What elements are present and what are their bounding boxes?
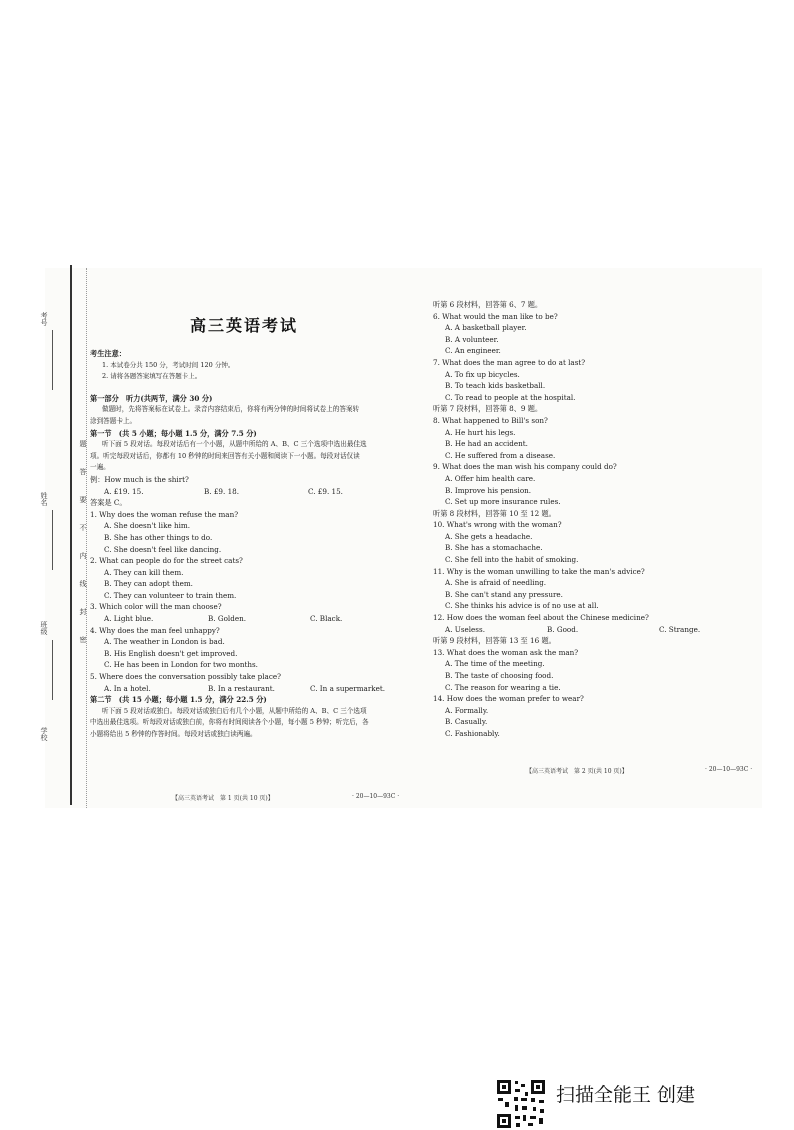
side-label-name: 姓名 xyxy=(40,492,48,506)
option-a: A. The time of the meeting. xyxy=(445,659,545,669)
question: 2. What can people do for the street cats? xyxy=(90,556,243,566)
option-b: B. His English doesn't get improved. xyxy=(104,648,238,658)
option-c: C. They can volunteer to train them. xyxy=(104,590,237,600)
option-a: A. In a hotel. xyxy=(104,683,151,693)
instruction-line: 涂到答题卡上。 xyxy=(90,416,137,425)
option-a: A. She gets a headache. xyxy=(445,531,533,541)
left-column xyxy=(90,348,410,741)
seal-char: 要 xyxy=(79,496,87,503)
seal-char: 不 xyxy=(79,524,87,531)
option-b: B. Good. xyxy=(547,624,579,634)
qr-code-icon xyxy=(495,1078,547,1130)
seal-dotted-line xyxy=(86,268,88,808)
option-a: A. The weather in London is bad. xyxy=(104,637,225,647)
section-heading: 第一节 (共 5 小题；每小题 1.5 分，满分 7.5 分) xyxy=(90,428,257,438)
notice-line: 2. 请将各题答案填写在答题卡上。 xyxy=(102,372,202,381)
notice-line: 1. 本试卷分共 150 分，考试时间 120 分钟。 xyxy=(102,360,235,369)
option-b: B. In a restaurant. xyxy=(208,683,275,693)
seal-char: 封 xyxy=(79,608,87,615)
seal-char: 答 xyxy=(79,468,87,475)
footer-code: · 20—10—93C · xyxy=(352,793,400,800)
option-a: A. She doesn't like him. xyxy=(104,521,191,531)
example-answer: 答案是 C。 xyxy=(90,498,127,508)
question: 4. Why does the man feel unhappy? xyxy=(90,625,220,635)
question: 5. Where does the conversation possibly take place? xyxy=(90,672,281,682)
option-b: B. £9. 18. xyxy=(204,486,239,496)
side-rule-3 xyxy=(52,640,53,700)
option-b: B. Casually. xyxy=(445,717,488,727)
question: 9. What does the man wish his company could do? xyxy=(433,462,617,472)
example-options xyxy=(90,486,410,498)
option-b: B. She has other things to do. xyxy=(104,532,213,542)
seal-char: 题 xyxy=(79,440,87,447)
material-heading: 听第 7 段材料，回答第 8、9 题。 xyxy=(433,404,543,414)
option-c: C. She fell into the habit of smoking. xyxy=(445,555,579,565)
material-heading: 听第 6 段材料，回答第 6、7 题。 xyxy=(433,300,543,309)
binding-line xyxy=(70,265,72,805)
seal-char: 线 xyxy=(79,580,87,587)
option-a: A. Formally. xyxy=(445,705,489,715)
side-rule-1 xyxy=(52,330,53,390)
exam-title: 高三英语考试 xyxy=(190,316,299,335)
option-c: C. To read to people at the hospital. xyxy=(445,392,576,402)
options-row xyxy=(90,683,410,695)
option-a: A. He hurt his legs. xyxy=(445,427,516,437)
option-c: C. An engineer. xyxy=(445,346,501,356)
option-a: A. She is afraid of needling. xyxy=(445,578,547,588)
option-b: B. The taste of choosing food. xyxy=(445,671,554,680)
option-b: B. A volunteer. xyxy=(445,334,499,344)
option-a: A. Useless. xyxy=(445,624,485,634)
instruction-line: 听下面 5 段对话。每段对话后有一个小题，从题中所给的 A、B、C 三个选项中选出最佳选 xyxy=(102,440,367,449)
option-c: C. Strange. xyxy=(659,624,701,634)
instruction-line: 小题将给出 5 秒钟的作答时间。每段对话或独白读两遍。 xyxy=(90,730,257,738)
question: 8. What happened to Bill's son? xyxy=(433,415,548,425)
option-b: B. Golden. xyxy=(208,614,246,624)
question: 10. What's wrong with the woman? xyxy=(433,520,562,530)
option-b: B. She can't stand any pressure. xyxy=(445,589,563,599)
notice-heading: 考生注意： xyxy=(90,349,126,358)
question: 6. What would the man like to be? xyxy=(433,311,558,321)
option-c: C. He suffered from a disease. xyxy=(445,450,556,460)
option-c: C. The reason for wearing a tie. xyxy=(445,682,561,692)
footer-page-label: 【高三英语考试 第 1 页(共 10 页)】 xyxy=(172,795,274,802)
question: 11. Why is the woman unwilling to take the man's advice? xyxy=(433,566,645,576)
question: 1. Why does the woman refuse the man? xyxy=(90,509,239,519)
option-c: C. He has been in London for two months. xyxy=(104,660,258,670)
option-c: C. Black. xyxy=(310,614,343,624)
question: 12. How does the woman feel about the Chinese medicine? xyxy=(433,613,649,623)
side-rule-2 xyxy=(52,510,53,570)
question: 14. How does the woman prefer to wear? xyxy=(433,694,584,704)
option-a: A. Light blue. xyxy=(104,614,154,624)
option-a: A. £19. 15. xyxy=(104,486,144,496)
material-heading: 听第 9 段材料，回答第 13 至 16 题。 xyxy=(433,636,556,646)
side-label-exam-number: 考号 xyxy=(40,312,48,326)
option-c: C. Fashionably. xyxy=(445,728,500,738)
question: 3. Which color will the man choose? xyxy=(90,602,222,612)
instruction-line: 项。听完每段对话后，你都有 10 秒钟的时间来回答有关小题和阅读下一小题。每段对话仅读 xyxy=(90,451,360,460)
instruction-line: 中选出最佳选项。听每段对话或独白前，你将有时间阅读各个小题，每小题 5 秒钟；听完后，各 xyxy=(90,718,369,727)
part-heading: 第一部分 听力(共两节，满分 30 分) xyxy=(90,393,213,403)
spacer xyxy=(90,383,410,393)
option-a: A. They can kill them. xyxy=(104,567,184,577)
side-label-school: 学校 xyxy=(40,727,48,741)
option-c: C. Set up more insurance rules. xyxy=(445,497,561,507)
option-c: C. In a supermarket. xyxy=(310,683,386,693)
footer-page-label: 【高三英语考试 第 2 页(共 10 页)】 xyxy=(526,768,628,775)
option-c: C. She thinks his advice is of no use at all. xyxy=(445,601,599,611)
right-column xyxy=(433,299,753,740)
scanner-brand-label: 扫描全能王 创建 xyxy=(556,1084,696,1106)
option-b: B. To teach kids basketball. xyxy=(445,381,546,391)
question: 7. What does the man agree to do at last? xyxy=(433,357,586,367)
option-a: A. To fix up bicycles. xyxy=(445,369,520,379)
seal-char: 内 xyxy=(79,552,87,559)
material-heading: 听第 8 段材料，回答第 10 至 12 题。 xyxy=(433,508,556,518)
option-c: C. £9. 15. xyxy=(308,486,343,496)
option-c: C. She doesn't feel like dancing. xyxy=(104,544,222,554)
options-row xyxy=(90,613,410,625)
seal-char: 密 xyxy=(79,636,87,643)
example-question: 例：How much is the shirt? xyxy=(90,474,189,484)
option-a: A. A basketball player. xyxy=(445,323,527,333)
option-b: B. She has a stomachache. xyxy=(445,543,543,553)
option-b: B. They can adopt them. xyxy=(104,579,193,589)
section-heading: 第二节 (共 15 小题；每小题 1.5 分，满分 22.5 分) xyxy=(90,695,267,705)
option-a: A. Offer him health care. xyxy=(445,473,536,483)
instruction-line: 做题时，先将答案标在试卷上。录音内容结束后，你将有两分钟的时间将试卷上的答案转 xyxy=(102,405,360,414)
instruction-line: 听下面 5 段对话或独白。每段对话或独白后有几个小题，从题中所给的 A、B、C 三个选项 xyxy=(102,706,367,715)
options-row xyxy=(433,624,753,636)
option-b: B. Improve his pension. xyxy=(445,485,532,495)
side-label-class: 班级 xyxy=(40,621,48,635)
question: 13. What does the woman ask the man? xyxy=(433,647,579,657)
option-b: B. He had an accident. xyxy=(445,439,528,449)
footer-code: · 20—10—93C · xyxy=(705,766,753,773)
instruction-line: 一遍。 xyxy=(90,463,110,472)
